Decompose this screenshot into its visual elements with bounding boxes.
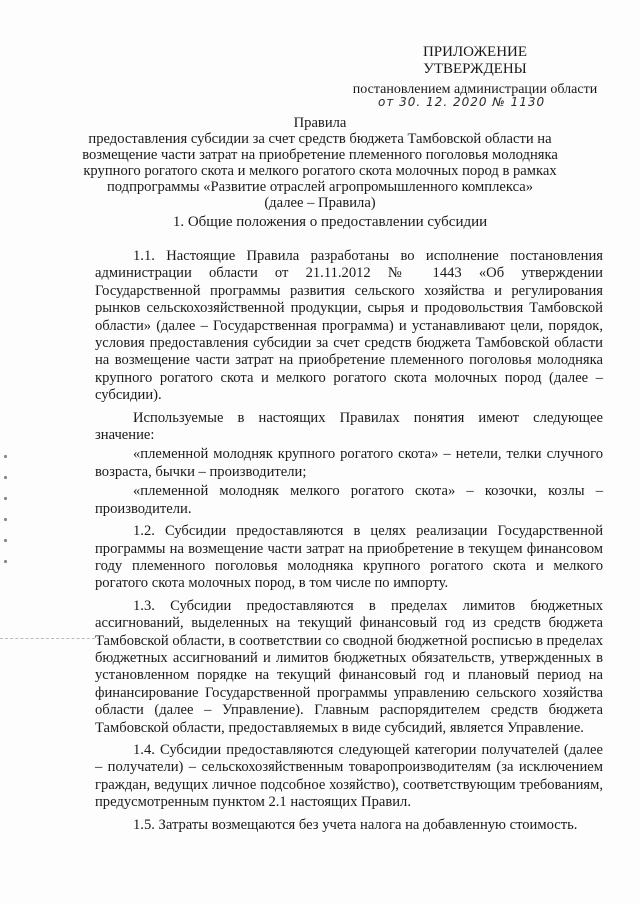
document-body: [95, 248, 603, 839]
title-line: (далее – Правила): [264, 195, 376, 211]
title-word: Правила: [293, 115, 347, 131]
scan-artifact-line: [0, 638, 100, 639]
paragraph-terms-intro: Используемые в настоящих Правилах понятия имеют следующее значение:: [95, 409, 603, 444]
title-line: возмещение части затрат на приобретение племенного поголовья молодняка: [82, 147, 558, 163]
paragraph-term-small: «племенной молодняк мелкого рогатого скота» – козочки, козлы – производители.: [95, 483, 603, 517]
appendix-block: [330, 44, 620, 98]
paragraph-1-2: 1.2. Субсидии предоставляются в целях реализации Государственной программы на возмещение части затрат на приобретение в текущем финансовом году племенного поголовья молодняка крупного рогатого скота и мелкого рогатого скота молочных пород, в том числе по импорту.: [95, 523, 603, 592]
paragraph-term-cattle: «племенной молодняк крупного рогатого скота» – нетели, телки случного возраста, бычки – производители;: [95, 446, 603, 480]
title-line: подпрограммы «Развитие отраслей агропромышленного комплекса»: [106, 179, 534, 195]
appendix-label: ПРИЛОЖЕНИЕ: [422, 44, 528, 60]
title-line: крупного рогатого скота и мелкого рогатого скота молочных пород в рамках: [83, 163, 557, 179]
section-heading: 1. Общие положения о предоставлении субсидии: [172, 214, 488, 230]
paragraph-1-1: 1.1. Настоящие Правила разработаны во исполнение постановления администрации области от 21.11.2012 № 1443 «Об утверждении Государственной программы развития сельского хозяйства и регулирования рынков сельскохозяйственной продукции, сырья и продовольствия Тамбовской области» (далее – Государственная программа) и устанавливают цели, порядок, условия предоставления субсидии за счет средств бюджета Тамбовской области на возмещение части затрат на приобретение племенного поголовья молодняка крупного рогатого скота и мелкого рогатого скота молочных пород (далее – субсидии).: [95, 248, 603, 404]
scan-artifact-marks: [4, 455, 10, 615]
approved-label: УТВЕРЖДЕНЫ: [423, 61, 527, 77]
paragraph-1-3: 1.3. Субсидии предоставляются в пределах лимитов бюджетных ассигнований, выделенных на текущий финансовый год из средств бюджета Тамбовской области, в соответствии со сводной бюджетной росписью в пределах бюджетных ассигнований и лимитов бюджетных обязательств, утвержденных в установленном порядке на текущий финансовый год и плановый период на финансирование Государственной программы управлению сельского хозяйства области (далее – Управление). Главным распорядителем средств бюджета Тамбовской области, предоставляемых в виде субсидий, является Управление.: [95, 597, 603, 736]
paragraph-1-4: 1.4. Субсидии предоставляются следующей категории получателей (далее – получатели) – сельскохозяйственным товаропроизводителям (за исключением граждан, ведущих личное подсобное хозяйство), соответствующим требованиям, предусмотренным пунктом 2.1 настоящих Правил.: [95, 741, 603, 811]
document-title: [60, 115, 580, 211]
title-line: предоставления субсидии за счет средств бюджета Тамбовской области на: [88, 131, 552, 147]
handwritten-date-number: от 30. 12. 2020 № 1130: [378, 95, 546, 109]
approval-byline: постановлением администрации области: [352, 82, 598, 97]
paragraph-1-5: 1.5. Затраты возмещаются без учета налога на добавленную стоимость.: [133, 816, 578, 833]
